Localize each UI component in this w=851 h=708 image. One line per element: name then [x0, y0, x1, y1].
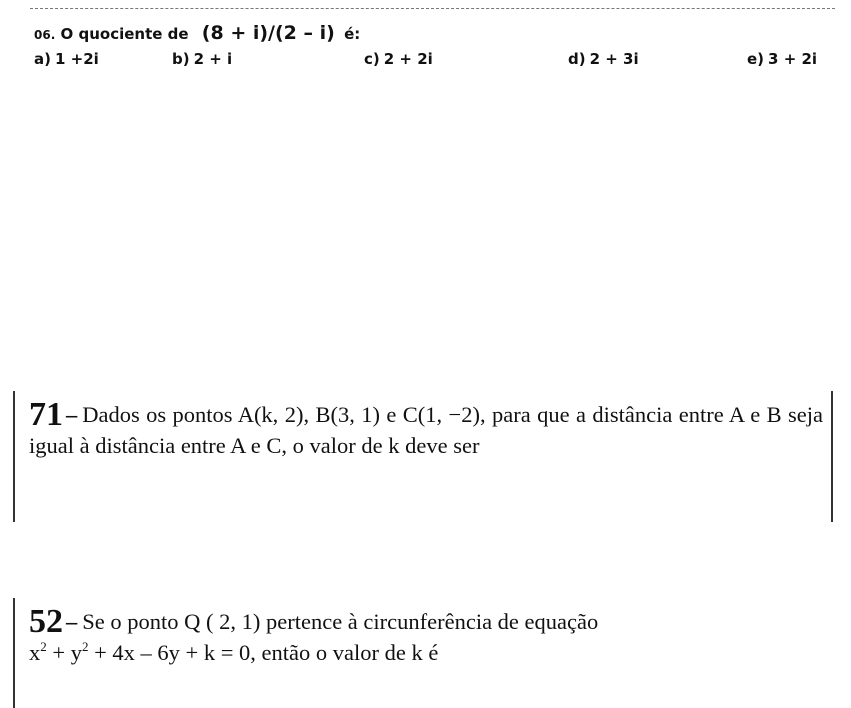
option-letter: a): [34, 50, 51, 68]
question-71-body: Dados os pontos A(k, 2), B(3, 1) e C(1, −2), para que a distância entre A e B seja igual à distância entre A e C, o valor de k deve ser: [29, 402, 823, 458]
option-answer: 2 + 3i: [589, 50, 639, 68]
question-52-text: [29, 603, 823, 668]
equation-rest: + 4x – 6y + k = 0, então o valor de k é: [88, 640, 439, 665]
question-71-box: [13, 391, 833, 522]
question-06: [34, 22, 834, 74]
option-answer: 1 +2i: [54, 50, 99, 68]
question-prefix: O quociente de: [60, 25, 189, 43]
exponent-2: 2: [40, 639, 47, 654]
equation-x: x: [29, 640, 41, 665]
answer-options: [34, 50, 834, 74]
question-number: 71: [29, 396, 63, 433]
option-a[interactable]: [34, 50, 99, 68]
quotient-expression: (8 + i)/(2 – i): [201, 22, 335, 44]
question-dash: –: [66, 402, 78, 427]
option-answer: 3 + 2i: [768, 50, 818, 68]
question-suffix: é:: [344, 25, 361, 43]
option-letter: c): [364, 50, 380, 68]
dashed-separator: [30, 8, 835, 9]
option-answer: 2 + i: [193, 50, 233, 68]
option-b[interactable]: [172, 50, 232, 68]
question-52-line1: Se o ponto Q ( 2, 1) pertence à circunferência de equação: [82, 609, 599, 634]
option-letter: e): [747, 50, 765, 68]
question-06-statement: [34, 22, 834, 46]
option-e[interactable]: [747, 50, 817, 68]
question-number: 06.: [34, 28, 56, 42]
option-answer: 2 + 2i: [383, 50, 433, 68]
option-c[interactable]: [364, 50, 433, 68]
question-number: 52: [29, 603, 63, 640]
question-71-text: [29, 396, 823, 461]
question-52-box: [13, 598, 831, 708]
option-d[interactable]: [568, 50, 639, 68]
equation-y: + y: [46, 640, 82, 665]
question-dash: –: [66, 609, 78, 634]
option-letter: d): [568, 50, 586, 68]
option-letter: b): [172, 50, 190, 68]
exponent-2: 2: [81, 639, 89, 654]
